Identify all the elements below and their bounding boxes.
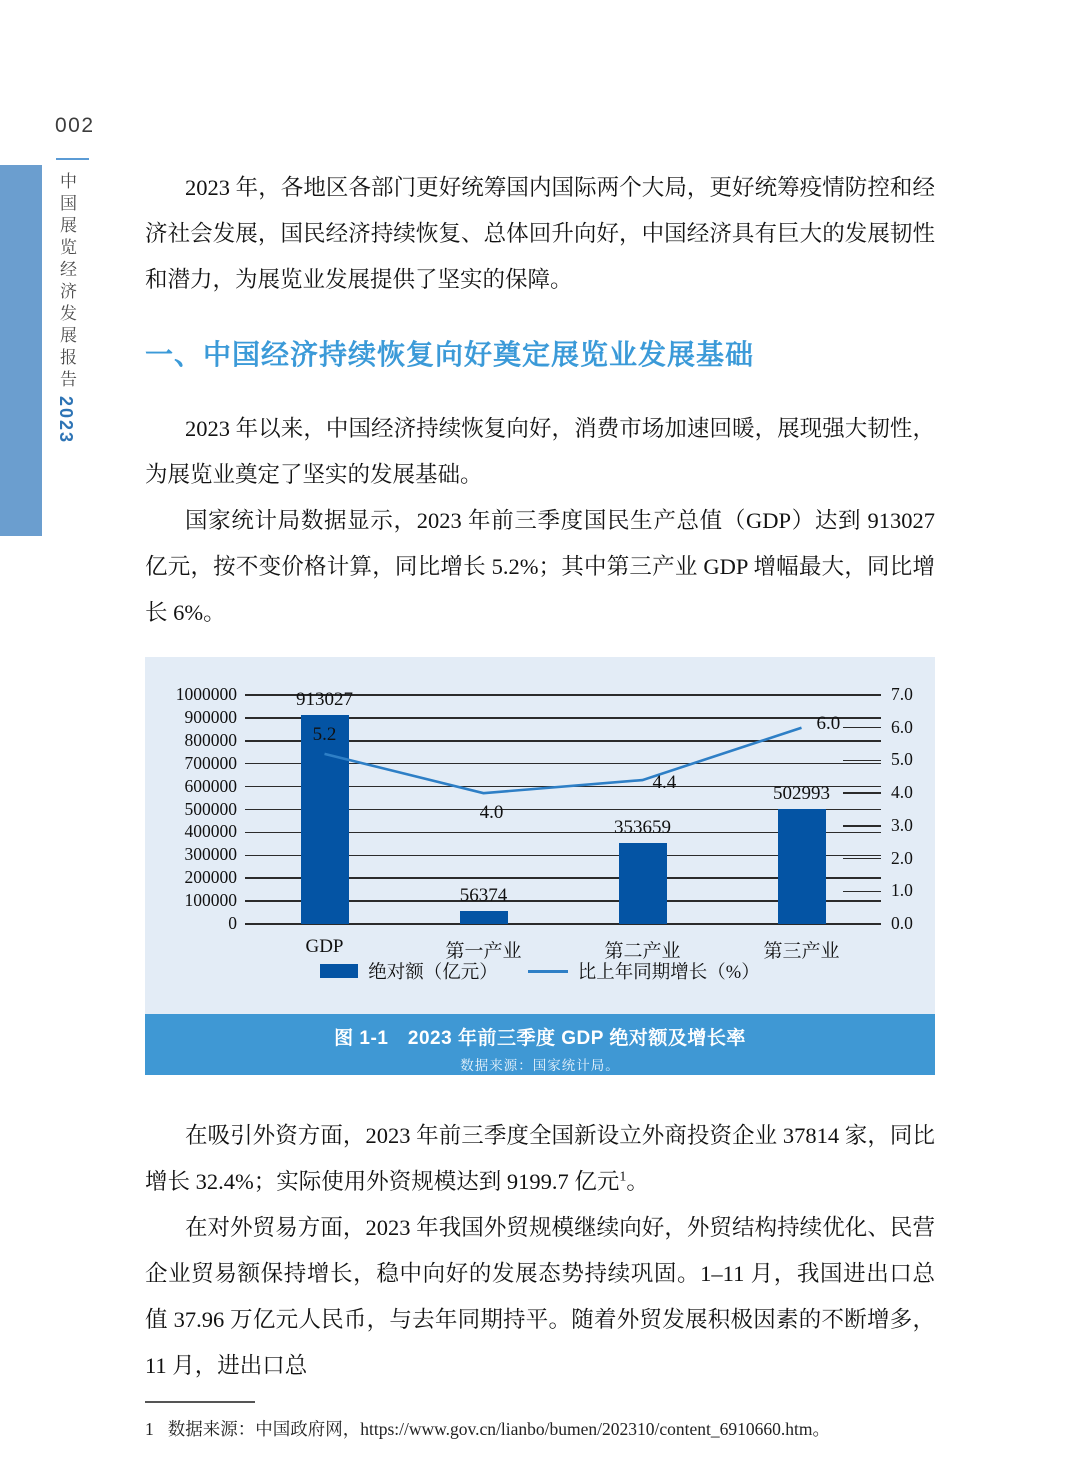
sidebar-title-year: 2023 [56, 396, 76, 445]
foreign-trade-block [145, 1113, 935, 1389]
line-value-label: 4.0 [479, 802, 504, 824]
right-axis-tick: 3.0 [891, 814, 913, 835]
right-axis-tick: 2.0 [891, 847, 913, 868]
footnote [145, 1416, 935, 1442]
category-label: 第三产业 [763, 941, 840, 962]
sidebar-report-title [54, 172, 79, 562]
footnote-period: 。 [812, 1419, 830, 1439]
recovery-paragraph: 2023 年以来，中国经济持续恢复向好，消费市场加速回暖，展现强大韧性，为展览业奠定了坚实的发展基础。 [145, 416, 935, 487]
intro-block [145, 165, 935, 303]
left-axis-tick: 900000 [184, 706, 237, 727]
right-axis-tick: 5.0 [891, 749, 913, 770]
right-axis-tickmark [843, 825, 881, 827]
bar-value-label: 502993 [773, 782, 830, 804]
line-value-label: 5.2 [312, 723, 337, 745]
right-axis-tick: 4.0 [891, 782, 913, 803]
sidebar-title-text: 中国展览经济发展报告 [57, 172, 76, 392]
figure-source: 数据来源：国家统计局。 [460, 1058, 620, 1073]
footnote-text: 数据来源：中国政府网， [167, 1419, 361, 1439]
right-axis-tickmark [843, 727, 881, 729]
category-label: GDP [305, 936, 344, 957]
gdp-chart [145, 657, 935, 1014]
left-axis-tick: 400000 [184, 821, 237, 842]
figure-1-1 [145, 657, 935, 1075]
foreign-investment-text: 在吸引外资方面，2023 年前三季度全国新设立外商投资企业 37814 家，同比增长 32.4%；实际使用外资规模达到 9199.7 亿元 [145, 1123, 935, 1194]
growth-line [325, 728, 802, 793]
left-axis-tick: 600000 [184, 775, 237, 796]
right-axis-tick: 0.0 [891, 913, 913, 933]
line-value-label: 4.4 [652, 772, 677, 794]
footnote-url[interactable]: https://www.gov.cn/lianbo/bumen/202310/content_6910660.htm [360, 1419, 813, 1439]
gdp-block [145, 406, 935, 636]
footnote-marker: 1 [145, 1419, 154, 1439]
legend-item-line [528, 958, 760, 984]
bar-GDP [301, 715, 349, 924]
bar-第二产业 [619, 843, 667, 924]
bar-value-label: 353659 [614, 817, 671, 838]
sidebar-accent-bar [0, 165, 42, 536]
foreign-investment-paragraph [145, 1113, 935, 1205]
right-axis-tickmark [843, 923, 881, 925]
bar-value-label: 913027 [296, 688, 353, 710]
left-axis-tick: 200000 [184, 867, 237, 888]
left-axis-tick: 500000 [184, 798, 237, 819]
left-axis-tick: 800000 [184, 729, 237, 750]
section-heading: 一、中国经济持续恢复向好奠定展览业发展基础 [145, 339, 755, 370]
right-axis-tick: 1.0 [891, 880, 913, 901]
legend-item-bar [320, 958, 498, 984]
bar-value-label: 56374 [459, 885, 508, 907]
chart-legend [145, 958, 935, 984]
page-number-rule [56, 158, 89, 160]
category-label: 第一产业 [445, 941, 522, 962]
gdp-paragraph: 国家统计局数据显示，2023 年前三季度国民生产总值（GDP）达到 913027 亿元，按不变价格计算，同比增长 5.2%；其中第三产业 GDP 增幅最大，同比增长 6%。 [145, 508, 935, 625]
bar-第一产业 [460, 911, 508, 924]
right-axis-tick: 6.0 [891, 716, 913, 737]
footnote-ref-1: 1 [619, 1169, 627, 1185]
left-axis-tick: 100000 [184, 890, 237, 911]
right-axis-tickmark [843, 694, 881, 696]
legend-label: 比上年同期增长（%） [577, 963, 760, 983]
intro-paragraph: 2023 年，各地区各部门更好统筹国内国际两个大局，更好统筹疫情防控和经济社会发展，国民经济持续恢复、总体回升向好，中国经济具有巨大的发展韧性和潜力，为展览业发展提供了坚实的保障。 [145, 175, 935, 292]
footnote-divider [145, 1401, 255, 1403]
legend-line-swatch [528, 970, 568, 973]
page-number: 002 [55, 114, 95, 137]
right-axis-tickmark [843, 891, 881, 893]
figure-caption-band [145, 1014, 935, 1075]
legend-label: 绝对额（亿元） [368, 963, 498, 983]
main-content [145, 0, 935, 1442]
left-axis-tick: 0 [228, 913, 237, 933]
category-label: 第二产业 [604, 941, 681, 962]
right-axis-tick: 7.0 [891, 684, 913, 704]
left-axis-tick: 300000 [184, 844, 237, 865]
right-axis-tickmark [843, 760, 881, 762]
figure-caption: 图 1-1 2023 年前三季度 GDP 绝对额及增长率 [334, 1028, 746, 1049]
line-value-label: 6.0 [816, 712, 841, 734]
foreign-investment-period: 。 [626, 1169, 649, 1194]
left-axis-tick: 1000000 [175, 684, 237, 704]
right-axis-tickmark [843, 858, 881, 860]
left-axis-tick: 700000 [184, 752, 237, 773]
legend-bar-swatch [320, 964, 358, 978]
bar-第三产业 [778, 809, 826, 924]
trade-paragraph: 在对外贸易方面，2023 年我国外贸规模继续向好，外贸结构持续优化、民营企业贸易额保持增长，稳中向好的发展态势持续巩固。1–11 月，我国进出口总值 37.96 万亿元人民币，与去年同期持平。随着外贸发展积极因素的不断增多，11 月，进出口总 [145, 1215, 935, 1378]
